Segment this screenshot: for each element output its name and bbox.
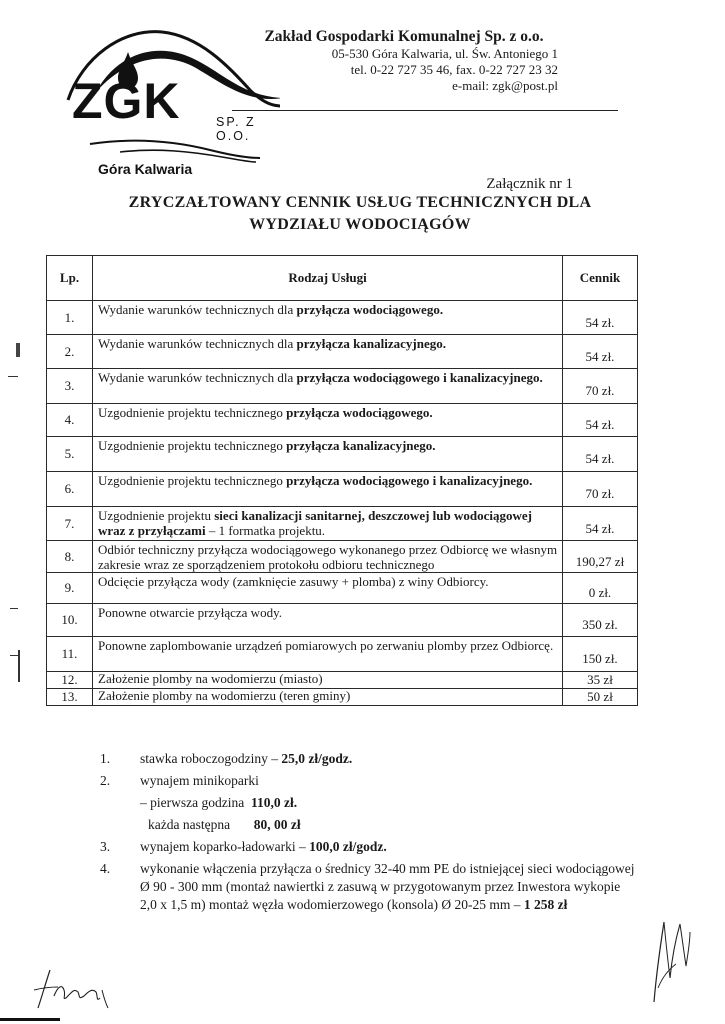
row-number: 2. xyxy=(47,335,93,369)
scan-mark xyxy=(16,343,20,357)
service-description xyxy=(93,301,563,335)
note-number: 3. xyxy=(100,839,111,854)
row-number: 4. xyxy=(47,404,93,437)
service-description xyxy=(93,335,563,369)
service-text-pre: Wydanie warunków technicznych dla xyxy=(98,302,297,317)
note-number: 1. xyxy=(100,751,111,766)
scan-mark xyxy=(10,608,18,609)
note-label: wynajem minikoparki xyxy=(140,773,259,788)
column-header-lp: Lp. xyxy=(47,256,93,301)
note-item xyxy=(100,748,640,770)
row-number: 6. xyxy=(47,472,93,507)
table-row xyxy=(47,573,638,604)
price-table xyxy=(46,255,638,706)
service-price: 70 zł. xyxy=(563,472,638,507)
company-phone: tel. 0-22 727 35 46, fax. 0-22 727 23 32 xyxy=(350,62,558,77)
service-description xyxy=(93,472,563,507)
note-value: 25,0 zł/godz. xyxy=(281,751,353,766)
service-price: 54 zł. xyxy=(563,437,638,472)
service-price: 35 zł xyxy=(563,672,638,689)
signature-right xyxy=(646,918,692,1004)
document-title xyxy=(60,192,660,236)
service-price: 190,27 zł xyxy=(563,541,638,573)
scan-edge-mark xyxy=(0,1018,60,1021)
note-item xyxy=(100,858,640,914)
service-description xyxy=(93,369,563,404)
logo-suffix: SP. Z O.O. xyxy=(216,115,256,143)
row-number: 8. xyxy=(47,541,93,573)
service-text-pre: Uzgodnienie projektu technicznego xyxy=(98,438,287,453)
row-number: 1. xyxy=(47,301,93,335)
service-text-pre: Ponowne otwarcie przyłącza wody. xyxy=(98,605,282,620)
service-description xyxy=(93,637,563,672)
service-price: 54 zł. xyxy=(563,301,638,335)
service-text-bold: przyłącza wodociągowego. xyxy=(296,302,444,317)
service-text-pre: Uzgodnienie projektu technicznego xyxy=(98,405,287,420)
service-price: 350 zł. xyxy=(563,604,638,637)
row-number: 10. xyxy=(47,604,93,637)
service-price: 54 zł. xyxy=(563,507,638,541)
note-subitem xyxy=(100,792,640,814)
service-text-post: – 1 formatka projektu. xyxy=(205,523,326,538)
logo-letters: ZGK xyxy=(72,73,181,129)
note-number: 4. xyxy=(100,861,111,876)
logo-town: Góra Kalwaria xyxy=(98,161,193,177)
row-number: 9. xyxy=(47,573,93,604)
note-label: wykonanie włączenia przyłącza o średnicy 32-40 mm PE do istniejącej sieci wodociągowej Ø 90 - 300 mm (montaż nawiertki z zasuwą w przygotowanym przez Inwestora wykopie 2,0 x 1,5 m) montaż węzła wodomierzowego (konsola) Ø 20-25 mm – xyxy=(140,861,635,912)
note-label: wynajem koparko-ładowarki – xyxy=(140,839,310,854)
service-text-pre: Założenie plomby na wodomierzu (miasto) xyxy=(98,671,323,686)
service-description xyxy=(93,404,563,437)
table-header-row xyxy=(47,256,638,301)
service-price: 0 zł. xyxy=(563,573,638,604)
company-email: e-mail: zgk@post.pl xyxy=(452,78,558,93)
service-price: 54 zł. xyxy=(563,335,638,369)
service-description xyxy=(93,573,563,604)
row-number: 5. xyxy=(47,437,93,472)
service-text-pre: Uzgodnienie projektu xyxy=(98,508,215,523)
note-sublabel: – pierwsza godzina xyxy=(140,795,251,810)
service-description xyxy=(93,507,563,541)
service-text-pre: Uzgodnienie projektu technicznego xyxy=(98,473,287,488)
note-item xyxy=(100,836,640,858)
service-text-pre: Odbiór techniczny przyłącza wodociągowego wykonanego przez Odbiorcę we własnym zakresie wraz ze sporządzeniem protokołu odbioru technicznego xyxy=(98,542,558,572)
column-header-service: Rodzaj Usługi xyxy=(93,256,563,301)
note-subitem xyxy=(100,814,640,836)
service-text-pre: Założenie plomby na wodomierzu (teren gminy) xyxy=(98,688,351,703)
scan-mark xyxy=(18,650,20,682)
service-description xyxy=(93,604,563,637)
table-row xyxy=(47,541,638,573)
row-number: 12. xyxy=(47,672,93,689)
note-text xyxy=(140,748,640,770)
note-value: 1 258 zł xyxy=(523,897,568,912)
table-row xyxy=(47,404,638,437)
note-label: stawka roboczogodziny – xyxy=(140,751,282,766)
company-address: 05-530 Góra Kalwaria, ul. Św. Antoniego 1 xyxy=(331,46,558,61)
service-description xyxy=(93,541,563,573)
service-price: 150 zł. xyxy=(563,637,638,672)
service-text-bold: przyłącza kanalizacyjnego. xyxy=(296,336,446,351)
company-header xyxy=(236,28,572,94)
service-description xyxy=(93,689,563,706)
service-text-pre: Odcięcie przyłącza wody (zamknięcie zasuwy + plomba) z winy Odbiorcy. xyxy=(98,574,489,589)
attachment-label: Załącznik nr 1 xyxy=(486,176,573,192)
title-line-1: ZRYCZAŁTOWANY CENNIK USŁUG TECHNICZNYCH DLA xyxy=(128,194,592,211)
table-row xyxy=(47,472,638,507)
table-row xyxy=(47,637,638,672)
company-name: Zakład Gospodarki Komunalnej Sp. z o.o. xyxy=(264,28,544,45)
table-row xyxy=(47,437,638,472)
table-body xyxy=(47,301,638,706)
header-divider xyxy=(232,110,618,111)
scan-mark xyxy=(8,376,18,377)
service-text-bold: przyłącza wodociągowego i kanalizacyjnego. xyxy=(296,370,543,385)
table-row xyxy=(47,604,638,637)
note-value: 110,0 zł. xyxy=(250,795,298,810)
table-row xyxy=(47,301,638,335)
notes-list xyxy=(100,748,640,914)
service-text-bold: przyłącza kanalizacyjnego. xyxy=(286,438,436,453)
note-item xyxy=(100,770,640,792)
service-text-pre: Wydanie warunków technicznych dla xyxy=(98,336,297,351)
note-number: 2. xyxy=(100,773,111,788)
row-number: 7. xyxy=(47,507,93,541)
service-text-bold: przyłącza wodociągowego. xyxy=(286,405,433,420)
table-row xyxy=(47,672,638,689)
service-description xyxy=(93,672,563,689)
service-text-bold: sieci kanalizacji sanitarnej, deszczowej lub wodociągowej wraz z przyłączami xyxy=(98,508,532,538)
table-row xyxy=(47,689,638,706)
service-text-bold: przyłącza wodociągowego i kanalizacyjnego. xyxy=(286,473,533,488)
service-description xyxy=(93,437,563,472)
row-number: 13. xyxy=(47,689,93,706)
note-value: 80, 00 zł xyxy=(253,817,301,832)
note-sublabel: każda następna xyxy=(148,817,254,832)
signature-left xyxy=(28,968,118,1010)
service-price: 54 zł. xyxy=(563,404,638,437)
column-header-price: Cennik xyxy=(563,256,638,301)
service-price: 50 zł xyxy=(563,689,638,706)
table-row xyxy=(47,335,638,369)
table-row xyxy=(47,369,638,404)
service-text-pre: Ponowne zaplombowanie urządzeń pomiarowych po zerwaniu plomby przez Odbiorcę. xyxy=(98,638,554,653)
note-value: 100,0 zł/godz. xyxy=(309,839,387,854)
note-text xyxy=(140,858,640,914)
table-row xyxy=(47,507,638,541)
service-price: 70 zł. xyxy=(563,369,638,404)
row-number: 11. xyxy=(47,637,93,672)
service-text-pre: Wydanie warunków technicznych dla xyxy=(98,370,297,385)
note-text xyxy=(140,836,640,858)
row-number: 3. xyxy=(47,369,93,404)
title-line-2: WYDZIAŁU WODOCIĄGÓW xyxy=(249,216,471,233)
